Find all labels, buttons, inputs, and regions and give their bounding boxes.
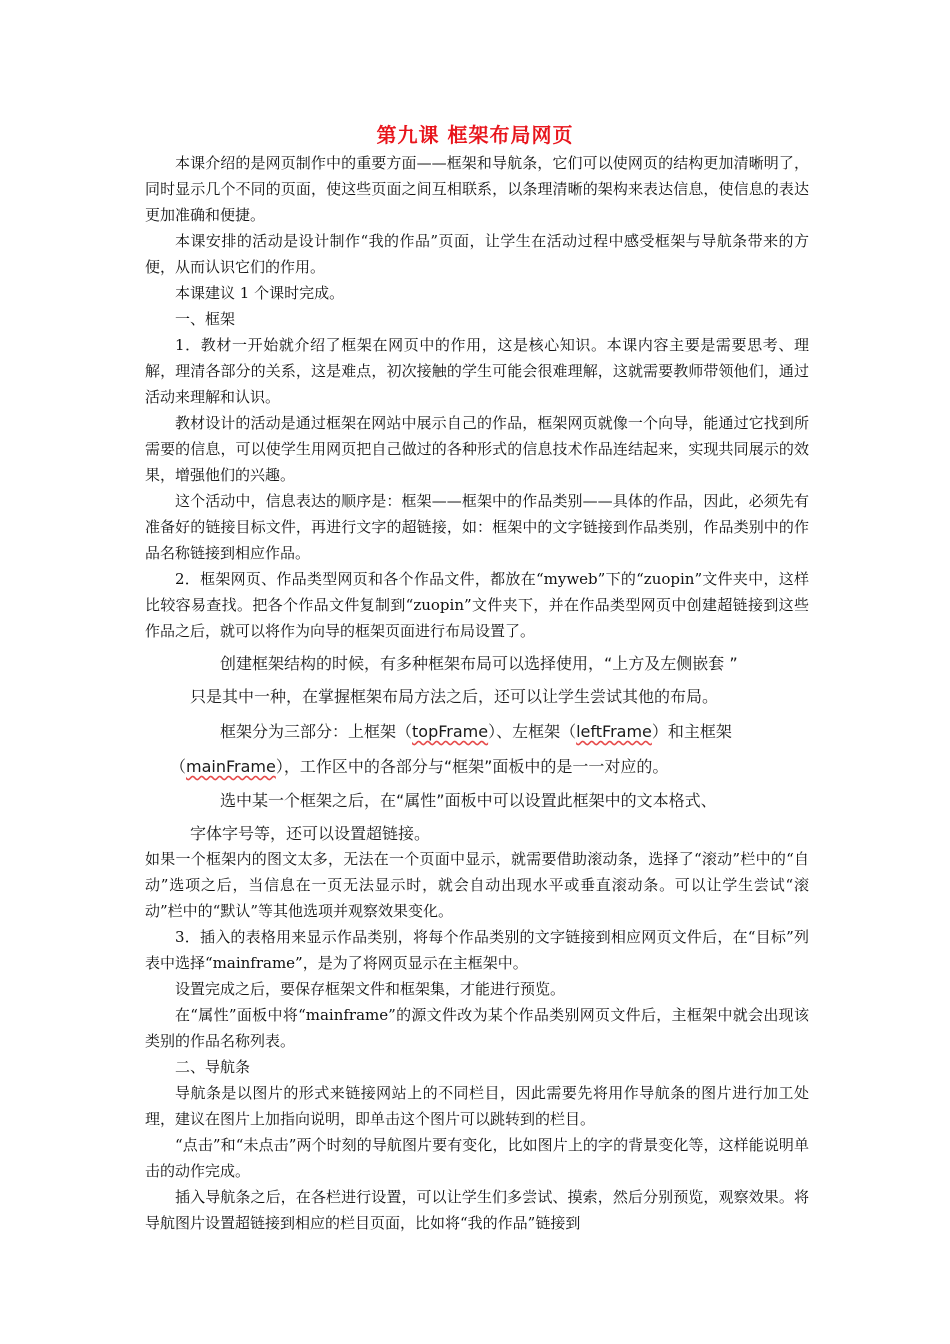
paragraph-activity: 本课安排的活动是设计制作“我的作品”页面，让学生在活动过程中感受框架与导航条带来的方便，从而认识它们的作用。	[145, 232, 809, 276]
page-title: 第九课 框架布局网页	[376, 123, 574, 147]
paragraph-scrollbar: 如果一个框架内的图文太多，无法在一个页面中显示，就需要借助滚动条，选择了“滚动”栏中的“自动”选项之后，当信息在一页无法显示时，就会自动出现水平或垂直滚动条。可以让学生尝试“滚动”栏中的“默认”等其他选项并观察效果变化。	[145, 850, 809, 920]
image-line-4-part-c: ），工作区中的各部分与“框架”面板中的是一一对应的。	[275, 757, 669, 776]
image-line-4-part-a: （	[170, 757, 187, 776]
image-line-3	[220, 720, 732, 744]
paragraph-activity-design: 教材设计的活动是通过框架在网站中展示自己的作品，框架网页就像一个向导，能通过它找到所需要的信息，可以使学生用网页把自己做过的各种形式的信息技术作品连结起来，实现共同展示的效果，增强他们的兴趣。	[145, 414, 809, 484]
paragraph-hours: 本课建议 1 个课时完成。	[175, 284, 345, 302]
image-line-3-part-e: ）和主框架	[651, 722, 732, 741]
paragraph-order: 这个活动中，信息表达的顺序是：框架——框架中的作品类别——具体的作品，因此，必须先有准备好的链接目标文件，再进行文字的超链接，如：框架中的文字链接到作品类别，作品类别中的作品名称链接到相应作品。	[145, 492, 809, 562]
image-line-1: 创建框架结构的时候，有多种框架布局可以选择使用，“上方及左侧嵌套 ”	[220, 654, 738, 673]
paragraph-save: 设置完成之后，要保存框架文件和框架集，才能进行预览。	[175, 980, 566, 998]
image-line-5: 选中某一个框架之后，在“属性”面板中可以设置此框架中的文本格式、	[220, 791, 717, 810]
paragraph-point-1: 1．教材一开始就介绍了框架在网页中的作用，这是核心知识。本课内容主要是需要思考、理解，理清各部分的关系，这是难点，初次接触的学生可能会很难理解，这就需要教师带领他们，通过活动来理解和认识。	[145, 336, 809, 406]
paragraph-point-2: 2．框架网页、作品类型网页和各个作品文件，都放在“myweb”下的“zuopin”文件夹中，这样比较容易查找。把各个作品文件复制到“zuopin”文件夹下，并在作品类型网页中创建超链接到这些作品之后，就可以将作为向导的框架页面进行布局设置了。	[145, 570, 809, 640]
paragraph-navbar-insert: 插入导航条之后，在各栏进行设置，可以让学生们多尝试、摸索，然后分别预览，观察效果。将导航图片设置超链接到相应的栏目页面，比如将“我的作品”链接到	[145, 1188, 809, 1232]
paragraph-point-3: 3．插入的表格用来显示作品类别，将每个作品类别的文字链接到相应网页文件后，在“目标”列表中选择“mainframe”，是为了将网页显示在主框架中。	[145, 928, 809, 972]
paragraph-intro: 本课介绍的是网页制作中的重要方面——框架和导航条，它们可以使网页的结构更加清晰明了，同时显示几个不同的页面，使这些页面之间互相联系，以条理清晰的架构来表达信息，使信息的表达更加准确和便捷。	[145, 154, 809, 224]
paragraph-navbar-images: 导航条是以图片的形式来链接网站上的不同栏目，因此需要先将用作导航条的图片进行加工处理，建议在图片上加指向说明，即单击这个图片可以跳转到的栏目。	[145, 1084, 809, 1128]
image-line-3-part-a: 框架分为三部分：上框架（	[220, 722, 413, 741]
embedded-text-image	[150, 648, 810, 848]
leftframe-term: leftFrame	[576, 722, 652, 741]
image-line-3-part-c: ）、左框架（	[488, 722, 577, 741]
mainframe-term: mainFrame	[186, 757, 276, 776]
image-line-4	[170, 755, 668, 779]
heading-frames: 一、框架	[175, 310, 236, 328]
body-bottom	[145, 846, 809, 1236]
paragraph-navbar-states: “点击”和“未点击”两个时刻的导航图片要有变化，比如图片上的字的背景变化等，这样能说明单击的动作完成。	[145, 1136, 809, 1180]
paragraph-properties: 在“属性”面板中将“mainframe”的源文件改为某个作品类别网页文件后，主框架中就会出现该类别的作品名称列表。	[145, 1006, 809, 1050]
image-line-2: 只是其中一种，在掌握框架布局方法之后，还可以让学生尝试其他的布局。	[190, 687, 719, 706]
image-line-6: 字体字号等，还可以设置超链接。	[190, 824, 431, 843]
heading-navbar: 二、导航条	[175, 1058, 251, 1076]
topframe-term: topFrame	[412, 722, 489, 741]
body-top	[145, 150, 809, 644]
